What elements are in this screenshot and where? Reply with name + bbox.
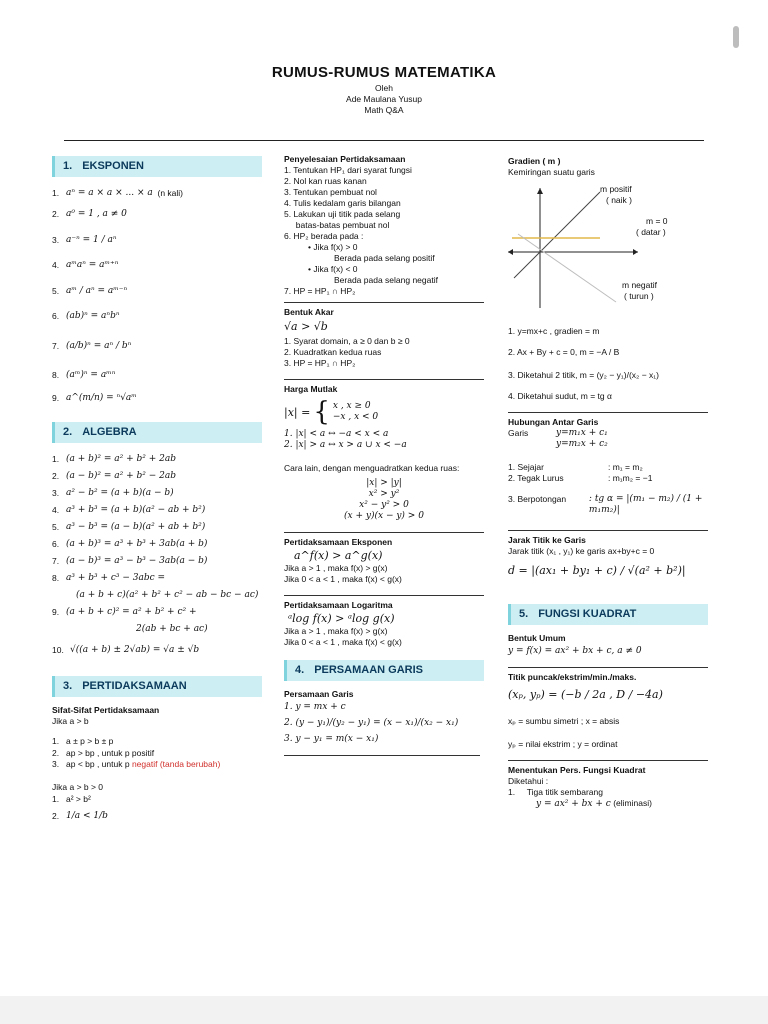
subsection-title: Jarak Titik ke Garis bbox=[508, 530, 708, 546]
formula: a^(m/n) = ⁿ√aᵐ bbox=[66, 392, 137, 403]
list-item bbox=[52, 536, 262, 553]
column-right bbox=[508, 150, 708, 810]
formula: (x + y)(x − y) > 0 bbox=[344, 511, 424, 521]
formula-piecewise bbox=[284, 399, 484, 425]
list-item bbox=[52, 183, 262, 204]
list-item bbox=[52, 587, 262, 604]
list-item bbox=[52, 502, 262, 519]
list-item bbox=[52, 365, 262, 386]
list-item: 1. y=mx+c , gradien = m bbox=[508, 326, 600, 336]
item-number: 8. bbox=[52, 573, 60, 583]
formula: (a + b + c)(a² + b² + c² − ab − bc − ac) bbox=[76, 590, 259, 600]
list-item bbox=[508, 494, 708, 516]
formula: 1. y = mx + c bbox=[284, 702, 346, 712]
item-number: 1. bbox=[52, 735, 60, 746]
formula: |x| > |y| bbox=[366, 478, 402, 488]
list-item bbox=[52, 255, 262, 276]
list-item: batas-batas pembuat nol bbox=[284, 220, 390, 230]
item-number: 7. bbox=[52, 556, 60, 566]
item-number: 1. bbox=[52, 454, 60, 464]
list-item bbox=[52, 805, 262, 827]
list-item: Berada pada selang negatif bbox=[334, 275, 438, 285]
divider bbox=[284, 755, 480, 756]
section-kuadrat-header bbox=[508, 604, 708, 625]
list-item: 1. |x| < a ↔ −a < x < a bbox=[284, 429, 389, 439]
item-label: 3. Berpotongan bbox=[508, 494, 567, 504]
list-item bbox=[52, 735, 262, 747]
formula-group bbox=[556, 428, 608, 450]
item-number: 10. bbox=[52, 644, 64, 655]
paragraph: Kemiringan suatu garis bbox=[508, 167, 595, 177]
list-item bbox=[52, 553, 262, 570]
x-axis-arrow-left bbox=[508, 249, 513, 255]
item-value: : m₁ = m₂ bbox=[608, 462, 643, 472]
formula: ᵃlog f(x) > ᵃlog g(x) bbox=[288, 612, 395, 625]
section-pertidaksamaan-header bbox=[52, 676, 262, 697]
formula-note: (eliminasi) bbox=[613, 798, 652, 808]
list-item: 7. HP = HP₁ ∩ HP₂ bbox=[284, 286, 356, 296]
formula: (a + b)² = a² + b² + 2ab bbox=[66, 454, 177, 464]
subsection-title: Pertidaksamaan Logaritma bbox=[284, 595, 484, 611]
item-text: ap < bp , untuk p bbox=[66, 759, 132, 769]
subsection-title: Gradien ( m ) bbox=[508, 156, 561, 166]
section-number: 5. bbox=[519, 608, 529, 620]
item-number: 2. bbox=[52, 471, 60, 481]
paragraph: Diketahui : bbox=[508, 776, 549, 786]
list-item: Jika a > 1 , maka f(x) > g(x) bbox=[284, 626, 388, 636]
formula-case: −x , x < 0 bbox=[332, 412, 379, 422]
item-text: 1/a < 1/b bbox=[66, 810, 108, 821]
formula: (a − b)³ = a³ − b³ − 3ab(a − b) bbox=[66, 556, 208, 566]
list-item: 2. Ax + By + c = 0, m = −A / B bbox=[508, 347, 620, 357]
subsection-title: Hubungan Antar Garis bbox=[508, 412, 708, 428]
item-number: 5. bbox=[52, 285, 60, 296]
list-item bbox=[52, 451, 262, 468]
column-left bbox=[52, 150, 262, 827]
list-item: 3. HP = HP₁ ∩ HP₂ bbox=[284, 358, 356, 368]
list-item bbox=[52, 327, 262, 365]
label-negative-note: ( turun ) bbox=[624, 291, 654, 301]
list-item bbox=[52, 386, 262, 410]
list-item bbox=[52, 225, 262, 255]
item-text: a ± p > b ± p bbox=[66, 735, 114, 746]
subsection-title: Persamaan Garis bbox=[284, 689, 354, 699]
list-item bbox=[52, 638, 262, 662]
list-item: yₚ = nilai ekstrim ; y = ordinat bbox=[508, 739, 618, 749]
list-item: 1. Syarat domain, a ≥ 0 dan b ≥ 0 bbox=[284, 336, 410, 346]
item-number: 2. bbox=[52, 747, 60, 758]
label-zero-note: ( datar ) bbox=[636, 227, 666, 237]
list-item: 3. Diketahui 2 titik, m = (y₂ − y₁)/(x₂ − x₁) bbox=[508, 370, 659, 380]
list-item: 3. Tentukan pembuat nol bbox=[284, 187, 377, 197]
formula: √((a + b) ± 2√ab) = √a ± √b bbox=[70, 644, 200, 655]
item-number: 1. bbox=[52, 188, 60, 198]
list-item bbox=[52, 276, 262, 306]
formula: (ab)ⁿ = aⁿbⁿ bbox=[66, 311, 120, 321]
list-item: • Jika f(x) > 0 bbox=[308, 242, 358, 252]
list-item: Jika 0 < a < 1 , maka f(x) < g(x) bbox=[284, 574, 402, 584]
item-text-highlight: negatif (tanda berubah) bbox=[131, 759, 221, 769]
subsection-title: Bentuk Akar bbox=[284, 302, 484, 318]
author-by: Oleh bbox=[375, 83, 393, 93]
item-label: 2. Tegak Lurus bbox=[508, 473, 564, 483]
line-positive bbox=[514, 192, 600, 278]
condition-text: Jika a > b > 0 bbox=[52, 782, 104, 792]
algebra-list bbox=[52, 451, 262, 662]
section-exponen-header bbox=[52, 156, 262, 177]
section-algebra-header bbox=[52, 422, 262, 443]
section-title: PERSAMAAN GARIS bbox=[314, 664, 423, 676]
subsection-title: Harga Mutlak bbox=[284, 379, 484, 395]
author-org: Math Q&A bbox=[364, 105, 404, 115]
subsection-title: Sifat-Sifat Pertidaksamaan bbox=[52, 705, 160, 715]
formula: 2(ab + bc + ac) bbox=[136, 624, 208, 634]
list-item bbox=[52, 604, 262, 621]
item-number: 9. bbox=[52, 392, 60, 403]
formula: y=m₂x + c₂ bbox=[556, 439, 608, 449]
section-number: 1. bbox=[63, 160, 73, 172]
derivation bbox=[284, 478, 484, 522]
list-item: Jika 0 < a < 1 , maka f(x) < g(x) bbox=[284, 637, 402, 647]
formula: (a + b)³ = a³ + b³ + 3ab(a + b) bbox=[66, 539, 208, 549]
garis-def bbox=[508, 428, 708, 450]
formula-cases bbox=[333, 401, 378, 423]
item-number: 7. bbox=[52, 340, 60, 351]
formula: a³ + b³ = (a + b)(a² − ab + b²) bbox=[66, 505, 206, 515]
list-item: 2. |x| > a ↔ x > a ∪ x < −a bbox=[284, 440, 407, 450]
list-item: 5. Lakukan uji titik pada selang bbox=[284, 209, 401, 219]
gradient-diagram bbox=[508, 178, 708, 308]
formula: a³ + b³ + c³ − 3abc = bbox=[66, 573, 166, 583]
list-item: 4. Tulis kedalam garis bilangan bbox=[284, 198, 401, 208]
item-number: 9. bbox=[52, 607, 60, 617]
list-item bbox=[52, 747, 262, 759]
formula-line bbox=[536, 798, 708, 810]
formula-case: x , x ≥ 0 bbox=[332, 401, 371, 411]
section-number: 4. bbox=[295, 664, 305, 676]
formula: aᵐaⁿ = aᵐ⁺ⁿ bbox=[66, 260, 119, 270]
page-title: RUMUS-RUMUS MATEMATIKA bbox=[271, 64, 497, 81]
formula: a³ − b³ = (a − b)(a² + ab + b²) bbox=[66, 522, 206, 532]
item-number: 1. bbox=[52, 793, 60, 804]
formula: (aᵐ)ⁿ = aᵐⁿ bbox=[66, 370, 116, 380]
paragraph: Jarak titik (x₁ , y₁) ke garis ax+by+c = 0 bbox=[508, 546, 655, 556]
item-number: 4. bbox=[52, 260, 60, 270]
list-item: 4. Diketahui sudut, m = tg α bbox=[508, 391, 612, 401]
item-number: 3. bbox=[52, 234, 60, 245]
formula: x² − y² > 0 bbox=[359, 500, 409, 510]
item-number: 3. bbox=[52, 759, 60, 769]
list-item: xₚ = sumbu simetri ; x = absis bbox=[508, 716, 620, 726]
list-item: 2. Kuadratkan kedua ruas bbox=[284, 347, 382, 357]
formula: a² − b² = (a + b)(a − b) bbox=[66, 488, 174, 498]
formula-lhs: |x| = bbox=[284, 405, 311, 419]
item-number: 8. bbox=[52, 370, 60, 380]
section-garis-header bbox=[284, 660, 484, 681]
list-item bbox=[52, 306, 262, 327]
item-value: : m₁m₂ = −1 bbox=[608, 473, 653, 483]
item-number: 6. bbox=[52, 311, 60, 321]
list-item bbox=[52, 519, 262, 536]
formula: d = |(ax₁ + by₁ + c) / √(a² + b²)| bbox=[508, 564, 686, 577]
item-text: ap > bp , untuk p positif bbox=[66, 747, 155, 758]
formula: y = ax² + bx + c bbox=[536, 799, 611, 809]
section-title: EKSPONEN bbox=[82, 160, 144, 172]
subsection-title: Pertidaksamaan Eksponen bbox=[284, 532, 484, 548]
section-title: PERTIDAKSAMAAN bbox=[82, 680, 187, 692]
brace-icon: { bbox=[313, 397, 330, 427]
section-number: 2. bbox=[63, 426, 73, 438]
item-value: : tg α = |(m₁ − m₂) / (1 + m₁m₂)| bbox=[588, 494, 703, 515]
formula: √a > √b bbox=[284, 320, 328, 333]
list-item bbox=[52, 204, 262, 225]
list-item bbox=[52, 759, 262, 770]
condition-text: Jika a > b bbox=[52, 716, 89, 726]
item-number: 2. bbox=[52, 810, 60, 821]
subsection-title: Menentukan Pers. Fungsi Kuadrat bbox=[508, 760, 708, 776]
list-item bbox=[508, 473, 708, 484]
list-item: Berada pada selang positif bbox=[334, 253, 435, 263]
list-item: • Jika f(x) < 0 bbox=[308, 264, 358, 274]
formula: a⁻ⁿ = 1 / aⁿ bbox=[66, 234, 117, 245]
y-axis-arrow bbox=[537, 188, 543, 194]
header-divider bbox=[64, 140, 704, 141]
column-middle bbox=[284, 150, 484, 756]
list-item bbox=[52, 485, 262, 502]
subsection-title: Titik puncak/ekstrim/min./maks. bbox=[508, 667, 708, 683]
list-item bbox=[52, 468, 262, 485]
formula: a⁰ = 1 , a ≠ 0 bbox=[66, 209, 127, 219]
bottom-toolbar bbox=[0, 996, 768, 1024]
item-text: a² > b² bbox=[66, 793, 91, 804]
item-number: 3. bbox=[52, 488, 60, 498]
formula: 2. (y − y₁)/(y₂ − y₁) = (x − x₁)/(x₂ − x₁) bbox=[284, 718, 459, 728]
label-negative: m negatif bbox=[622, 280, 657, 290]
item-label: 1. Sejajar bbox=[508, 462, 544, 472]
list-item: 1. Tentukan HP₁ dari syarat fungsi bbox=[284, 165, 412, 175]
formula: (a + b + c)² = a² + b² + c² + bbox=[66, 607, 197, 617]
pertidaksamaan-list bbox=[52, 735, 262, 770]
label-positive-note: ( naik ) bbox=[606, 195, 632, 205]
list-item: Jika a > 1 , maka f(x) > g(x) bbox=[284, 563, 388, 573]
line-negative bbox=[518, 234, 616, 302]
formula-note: (n kali) bbox=[157, 188, 183, 198]
list-item bbox=[508, 462, 708, 473]
formula: 3. y − y₁ = m(x − x₁) bbox=[284, 734, 379, 744]
item-number: 6. bbox=[52, 539, 60, 549]
exponen-list bbox=[52, 183, 262, 410]
label: Garis bbox=[508, 428, 529, 438]
formula: a^f(x) > a^g(x) bbox=[294, 549, 383, 562]
list-item: 2. Nol kan ruas kanan bbox=[284, 176, 367, 186]
formula: y=m₁x + c₁ bbox=[556, 428, 608, 438]
formula: aᵐ / aⁿ = aᵐ⁻ⁿ bbox=[66, 285, 128, 296]
subsection-title: Bentuk Umum bbox=[508, 633, 566, 643]
subsection-title: Penyelesaian Pertidaksamaan bbox=[284, 154, 406, 164]
x-axis-arrow-right bbox=[633, 249, 638, 255]
formula: x² > y² bbox=[368, 489, 400, 499]
list-item: 1. Tiga titik sembarang bbox=[508, 787, 603, 797]
list-item bbox=[52, 621, 262, 638]
label-positive: m positif bbox=[600, 184, 632, 194]
formula: (a − b)² = a² + b² − 2ab bbox=[66, 471, 177, 481]
list-item bbox=[52, 570, 262, 587]
section-number: 3. bbox=[63, 680, 73, 692]
label-zero: m = 0 bbox=[646, 216, 668, 226]
list-item: 6. HP₂ berada pada : bbox=[284, 231, 364, 241]
formula: y = f(x) = ax² + bx + c, a ≠ 0 bbox=[508, 646, 642, 656]
penyelesaian-steps bbox=[284, 165, 484, 297]
author-name: Ade Maulana Yusup bbox=[346, 94, 422, 104]
scrollbar-thumb[interactable] bbox=[733, 26, 739, 48]
paragraph: Cara lain, dengan menguadratkan kedua ruas: bbox=[284, 463, 460, 473]
section-title: FUNGSI KUADRAT bbox=[538, 608, 637, 620]
item-number: 5. bbox=[52, 522, 60, 532]
item-number: 4. bbox=[52, 505, 60, 515]
list-item bbox=[52, 793, 262, 805]
formula: aⁿ = a × a × ... × a bbox=[66, 188, 153, 198]
section-title: ALGEBRA bbox=[82, 426, 137, 438]
formula: (a/b)ⁿ = aⁿ / bⁿ bbox=[66, 340, 132, 351]
item-number: 2. bbox=[52, 209, 60, 219]
formula: (xₚ, yₚ) = (−b / 2a , D / −4a) bbox=[508, 688, 663, 701]
